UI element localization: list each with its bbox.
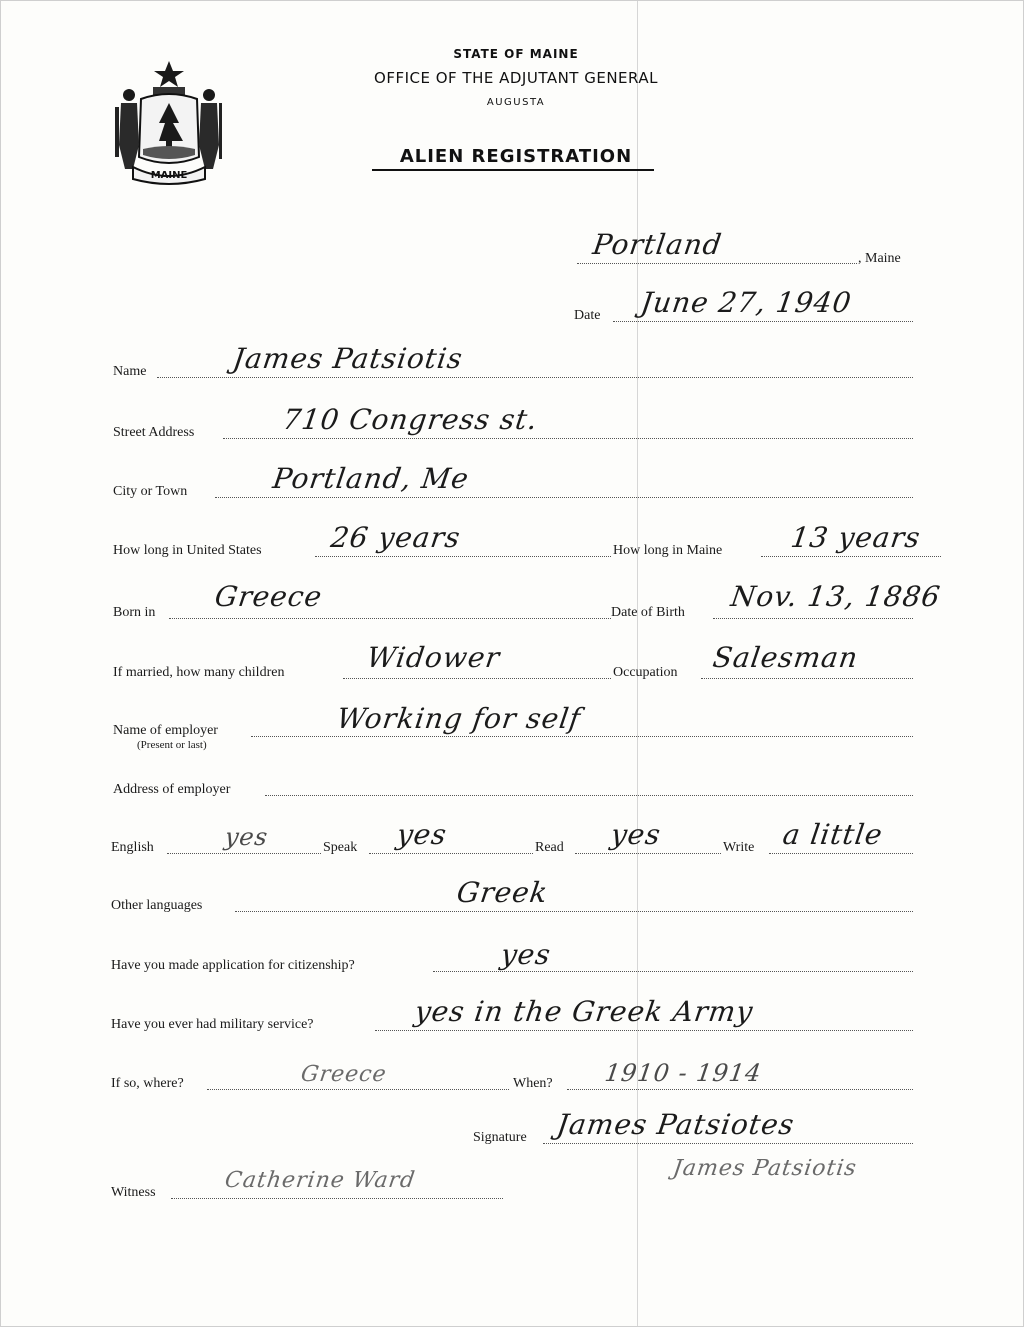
header-city: AUGUSTA — [486, 97, 546, 108]
date-label: Date — [574, 308, 601, 323]
military-line — [375, 1030, 913, 1031]
signature-label: Signature — [473, 1130, 527, 1145]
place-value: Portland — [590, 228, 725, 261]
english-value: yes — [223, 823, 271, 851]
other-languages-value: Greek — [454, 876, 551, 909]
military-value: yes in the Greek Army — [412, 995, 756, 1028]
other-languages-label: Other languages — [111, 898, 203, 913]
when-value: 1910 - 1914 — [603, 1059, 764, 1087]
married-label: If married, how many children — [113, 665, 285, 680]
how-long-us-label: How long in United States — [113, 543, 262, 558]
maine-seal-icon — [111, 57, 227, 187]
street-line — [223, 438, 913, 439]
read-label: Read — [535, 840, 564, 855]
english-label: English — [111, 840, 154, 855]
born-in-label: Born in — [113, 605, 156, 620]
employer-address-label: Address of employer — [113, 782, 231, 797]
married-value: Widower — [364, 641, 503, 674]
born-in-value: Greece — [212, 580, 325, 613]
how-long-us-line — [315, 556, 611, 557]
how-long-maine-value: 13 years — [788, 521, 923, 554]
write-value: a little — [780, 818, 885, 851]
city-line — [215, 497, 913, 498]
speak-label: Speak — [323, 840, 358, 855]
english-line — [167, 853, 321, 854]
dob-label: Date of Birth — [611, 605, 685, 620]
read-value: yes — [608, 818, 664, 851]
where-label: If so, where? — [111, 1076, 184, 1091]
when-line — [567, 1089, 913, 1090]
occupation-value: Salesman — [710, 641, 861, 674]
other-languages-line — [235, 911, 913, 912]
write-line — [769, 853, 913, 854]
married-line — [343, 678, 611, 679]
citizenship-value: yes — [498, 938, 554, 971]
occupation-line — [701, 678, 913, 679]
street-label: Street Address — [113, 425, 195, 440]
how-long-maine-line — [761, 556, 941, 557]
city-value: Portland, Me — [270, 462, 472, 495]
signature-note: James Patsiotis — [671, 1156, 859, 1181]
speak-line — [369, 853, 533, 854]
employer-sub-label: (Present or last) — [137, 739, 207, 751]
citizenship-label: Have you made application for citizenship? — [111, 958, 355, 973]
when-label: When? — [513, 1076, 553, 1091]
header-state: STATE OF MAINE — [453, 47, 579, 61]
date-line — [613, 321, 913, 322]
speak-value: yes — [394, 818, 450, 851]
where-value: Greece — [299, 1062, 389, 1087]
name-line — [157, 377, 913, 378]
dob-line — [713, 618, 913, 619]
signature-line — [543, 1143, 913, 1144]
dob-value: Nov. 13, 1886 — [728, 580, 943, 613]
seal-banner-text: MAINE — [150, 170, 188, 181]
place-line — [577, 263, 857, 264]
title-underline — [372, 169, 654, 171]
read-line — [575, 853, 721, 854]
header-office: OFFICE OF THE ADJUTANT GENERAL — [374, 69, 658, 87]
occupation-label: Occupation — [613, 665, 678, 680]
born-in-line — [169, 618, 611, 619]
witness-label: Witness — [111, 1185, 156, 1200]
maine-label: , Maine — [858, 251, 901, 266]
name-value: James Patsiotis — [230, 342, 465, 375]
write-label: Write — [723, 840, 755, 855]
employer-value: Working for self — [334, 702, 584, 735]
city-label: City or Town — [113, 484, 188, 499]
date-value: June 27, 1940 — [638, 286, 854, 319]
employer-address-line — [265, 795, 913, 796]
street-value: 710 Congress st. — [280, 403, 541, 436]
how-long-us-value: 26 years — [328, 521, 463, 554]
employer-line — [251, 736, 913, 737]
citizenship-line — [433, 971, 913, 972]
form-title: ALIEN REGISTRATION — [399, 146, 633, 167]
signature-value: James Patsiotes — [554, 1108, 797, 1141]
witness-line — [171, 1198, 503, 1199]
military-label: Have you ever had military service? — [111, 1017, 314, 1032]
how-long-maine-label: How long in Maine — [613, 543, 723, 558]
name-label: Name — [113, 364, 147, 379]
witness-value: Catherine Ward — [223, 1168, 417, 1193]
employer-label: Name of employer — [113, 723, 218, 738]
